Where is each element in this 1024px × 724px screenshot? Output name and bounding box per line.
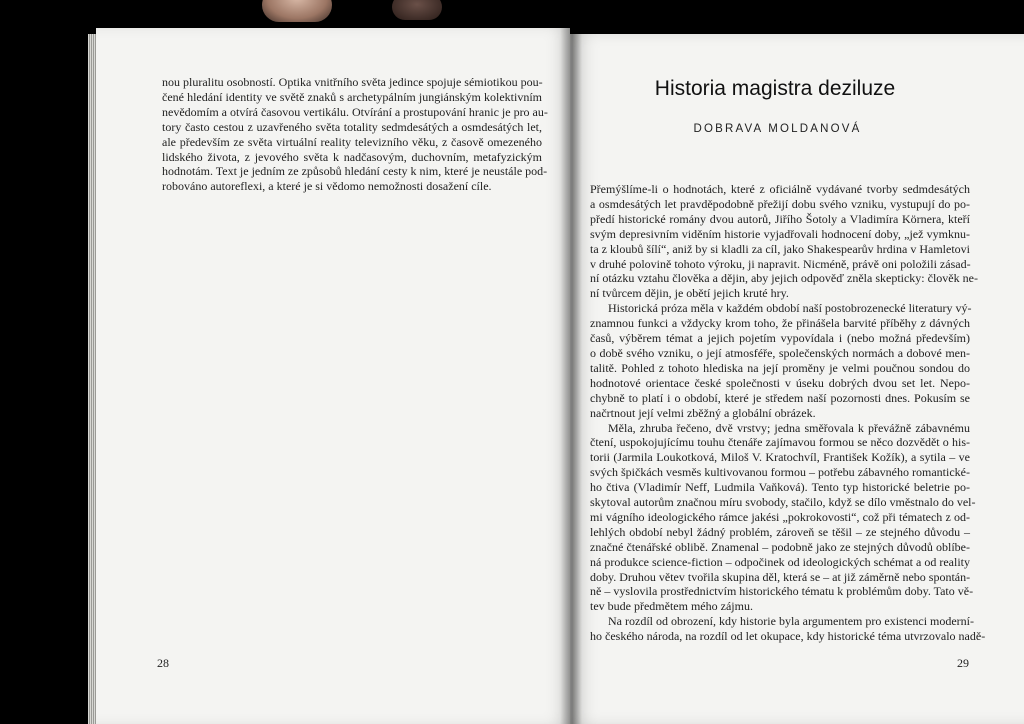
text-line: ní tvůrcem dějin, je obětí jejich kruté hry. bbox=[590, 286, 789, 301]
text-line: značné čtenářské oblibě. Znamenal – podobně jako ze stejných důvodů oblíbe- bbox=[590, 539, 970, 554]
text-line: načrtnout její velmi zběžný a globální obrázek. bbox=[590, 405, 816, 420]
text-line: svým depresivním viděním historie vyjadřovali hodnocení doby, „jež vymknu- bbox=[590, 226, 970, 241]
text-line: svých špičkách vesměs kultivovanou formou – potřebu zábavného romantické- bbox=[590, 465, 970, 480]
text-line: ta z kloubů šílí“, aniž by si kladli za cíl, jako Shakespearův hrdina v Hamletovi bbox=[590, 241, 970, 256]
text-line: nevědomím a otvírá časovou vertikálu. Otvírání a prostupování hranic je pro au- bbox=[162, 104, 548, 119]
text-line: ně – vyslovila prostřednictvím historického tématu k problémům doby. Tato vě- bbox=[590, 584, 974, 599]
text-line: ná produkce science-fiction – odpočinek od ideologických schémat a od reality bbox=[590, 554, 970, 569]
text-line: chybně to platí i o období, které je středem naší pozornosti dnes. Pokusím se bbox=[590, 390, 970, 405]
text-line: předí historické romány dvou autorů, Jiřího Šotoly a Vladimíra Körnera, kteří bbox=[590, 211, 970, 226]
text-line: hodnotám. Text je jedním ze způsobů hledání cesty k nim, které je neustále pod- bbox=[162, 164, 548, 179]
text-line: Měla, zhruba řečeno, dvě vrstvy; jedna směřovala k převážně zábavnému bbox=[608, 420, 970, 435]
text-line: tory často cestou z uzavřeného světa totality sedmdesátých a osmdesátých let, bbox=[162, 119, 542, 134]
text-line: čtení, uspokojujícímu touhu čtenáře zajímavou formou se něco dozvědět o his- bbox=[590, 435, 970, 450]
text-line: hodnotové orientace české společnosti v úseku dobrých dvou set let. Nepo- bbox=[590, 375, 970, 390]
chapter-author: DOBRAVA MOLDANOVÁ bbox=[693, 123, 862, 135]
finger-holding-book bbox=[262, 0, 332, 22]
text-line: ho čtiva (Vladimír Neff, Ludmila Vaňková). Tento typ historické beletrie po- bbox=[590, 480, 970, 495]
text-line: lidského života, z jevového světa k nadčasovým, duchovním, metafyzickým bbox=[162, 149, 542, 164]
text-line: v druhé polovině tohoto výroku, ji napravit. Nicméně, právě oni položili zásad- bbox=[590, 256, 971, 271]
chapter-title: Historia magistra deziluze bbox=[654, 77, 896, 100]
text-line: torii (Jarmila Loukotková, Miloš V. Kratochvíl, František Kožík), a sytila – ve bbox=[590, 450, 970, 465]
text-line: znamnou funkci a vždycky krom toho, že přinášela barvité příběhy z dávných bbox=[590, 316, 970, 331]
text-line: doby. Druhou větev tvořila skupina děl, která se – at již záměrně nebo spontán- bbox=[590, 569, 971, 584]
text-line: ní otázku vztahu člověka a dějin, aby jejich odpověď zněla skepticky: člověk ne- bbox=[590, 271, 978, 286]
text-line: robováno autoreflexi, a které je si vědomo nemožnosti dosažení cíle. bbox=[162, 179, 492, 194]
text-line: Přemýšlíme-li o hodnotách, které z oficiálně vydávané tvorby sedmdesátých bbox=[590, 182, 970, 196]
text-line: časů, výběrem témat a jejich pojetím vypovídala i (nebo možná především) bbox=[590, 331, 970, 346]
text-line: nou pluralitu osobností. Optika vnitřního světa jedince spojuje sémiotikou pou- bbox=[162, 75, 543, 89]
text-line: ale především ze světa virtuální reality televizního věku, z časově omezeného bbox=[162, 134, 542, 149]
text-line: talitě. Pohled z tohoto hlediska na její proměny je velmi poučnou sondou do bbox=[590, 360, 970, 375]
text-line: mi vágního ideologického rámce jakési „pokrokovosti“, což při tématech z od- bbox=[590, 509, 970, 524]
text-line: o době svého vzniku, o její atmosféře, společenských normách a dobové men- bbox=[590, 345, 970, 360]
left-page-body bbox=[162, 75, 548, 194]
text-line: skytoval autorům značnou míru svobody, stačilo, když se dílo vměstnalo do vel- bbox=[590, 495, 976, 510]
text-line: Na rozdíl od obrození, kdy historie byla argumentem pro existenci moderní- bbox=[608, 614, 975, 629]
text-line: tev bude předmětem mého zájmu. bbox=[590, 599, 753, 614]
text-line: a osmdesátých let pravděpodobně přežijí dobu svého vzniku, vystupují do po- bbox=[590, 196, 970, 211]
right-page-body bbox=[590, 182, 986, 644]
text-line: Historická próza měla v každém období naší postobrozenecké literatury vý- bbox=[608, 301, 972, 316]
text-line: lehlých období nebyl žádný problém, zároveň se těšil – ze stejného důvodu – bbox=[590, 524, 970, 539]
page-number-right: 29 bbox=[957, 656, 969, 670]
text-line: ho českého národa, na rozdíl od let okupace, kdy historické téma utvrzovalo nadě- bbox=[590, 629, 986, 644]
finger-shadow bbox=[392, 0, 442, 20]
text-line: čené hledání identity ve světě znaků s archetypálním jungiánským kolektivním bbox=[162, 89, 542, 104]
page-number-left: 28 bbox=[157, 656, 169, 670]
